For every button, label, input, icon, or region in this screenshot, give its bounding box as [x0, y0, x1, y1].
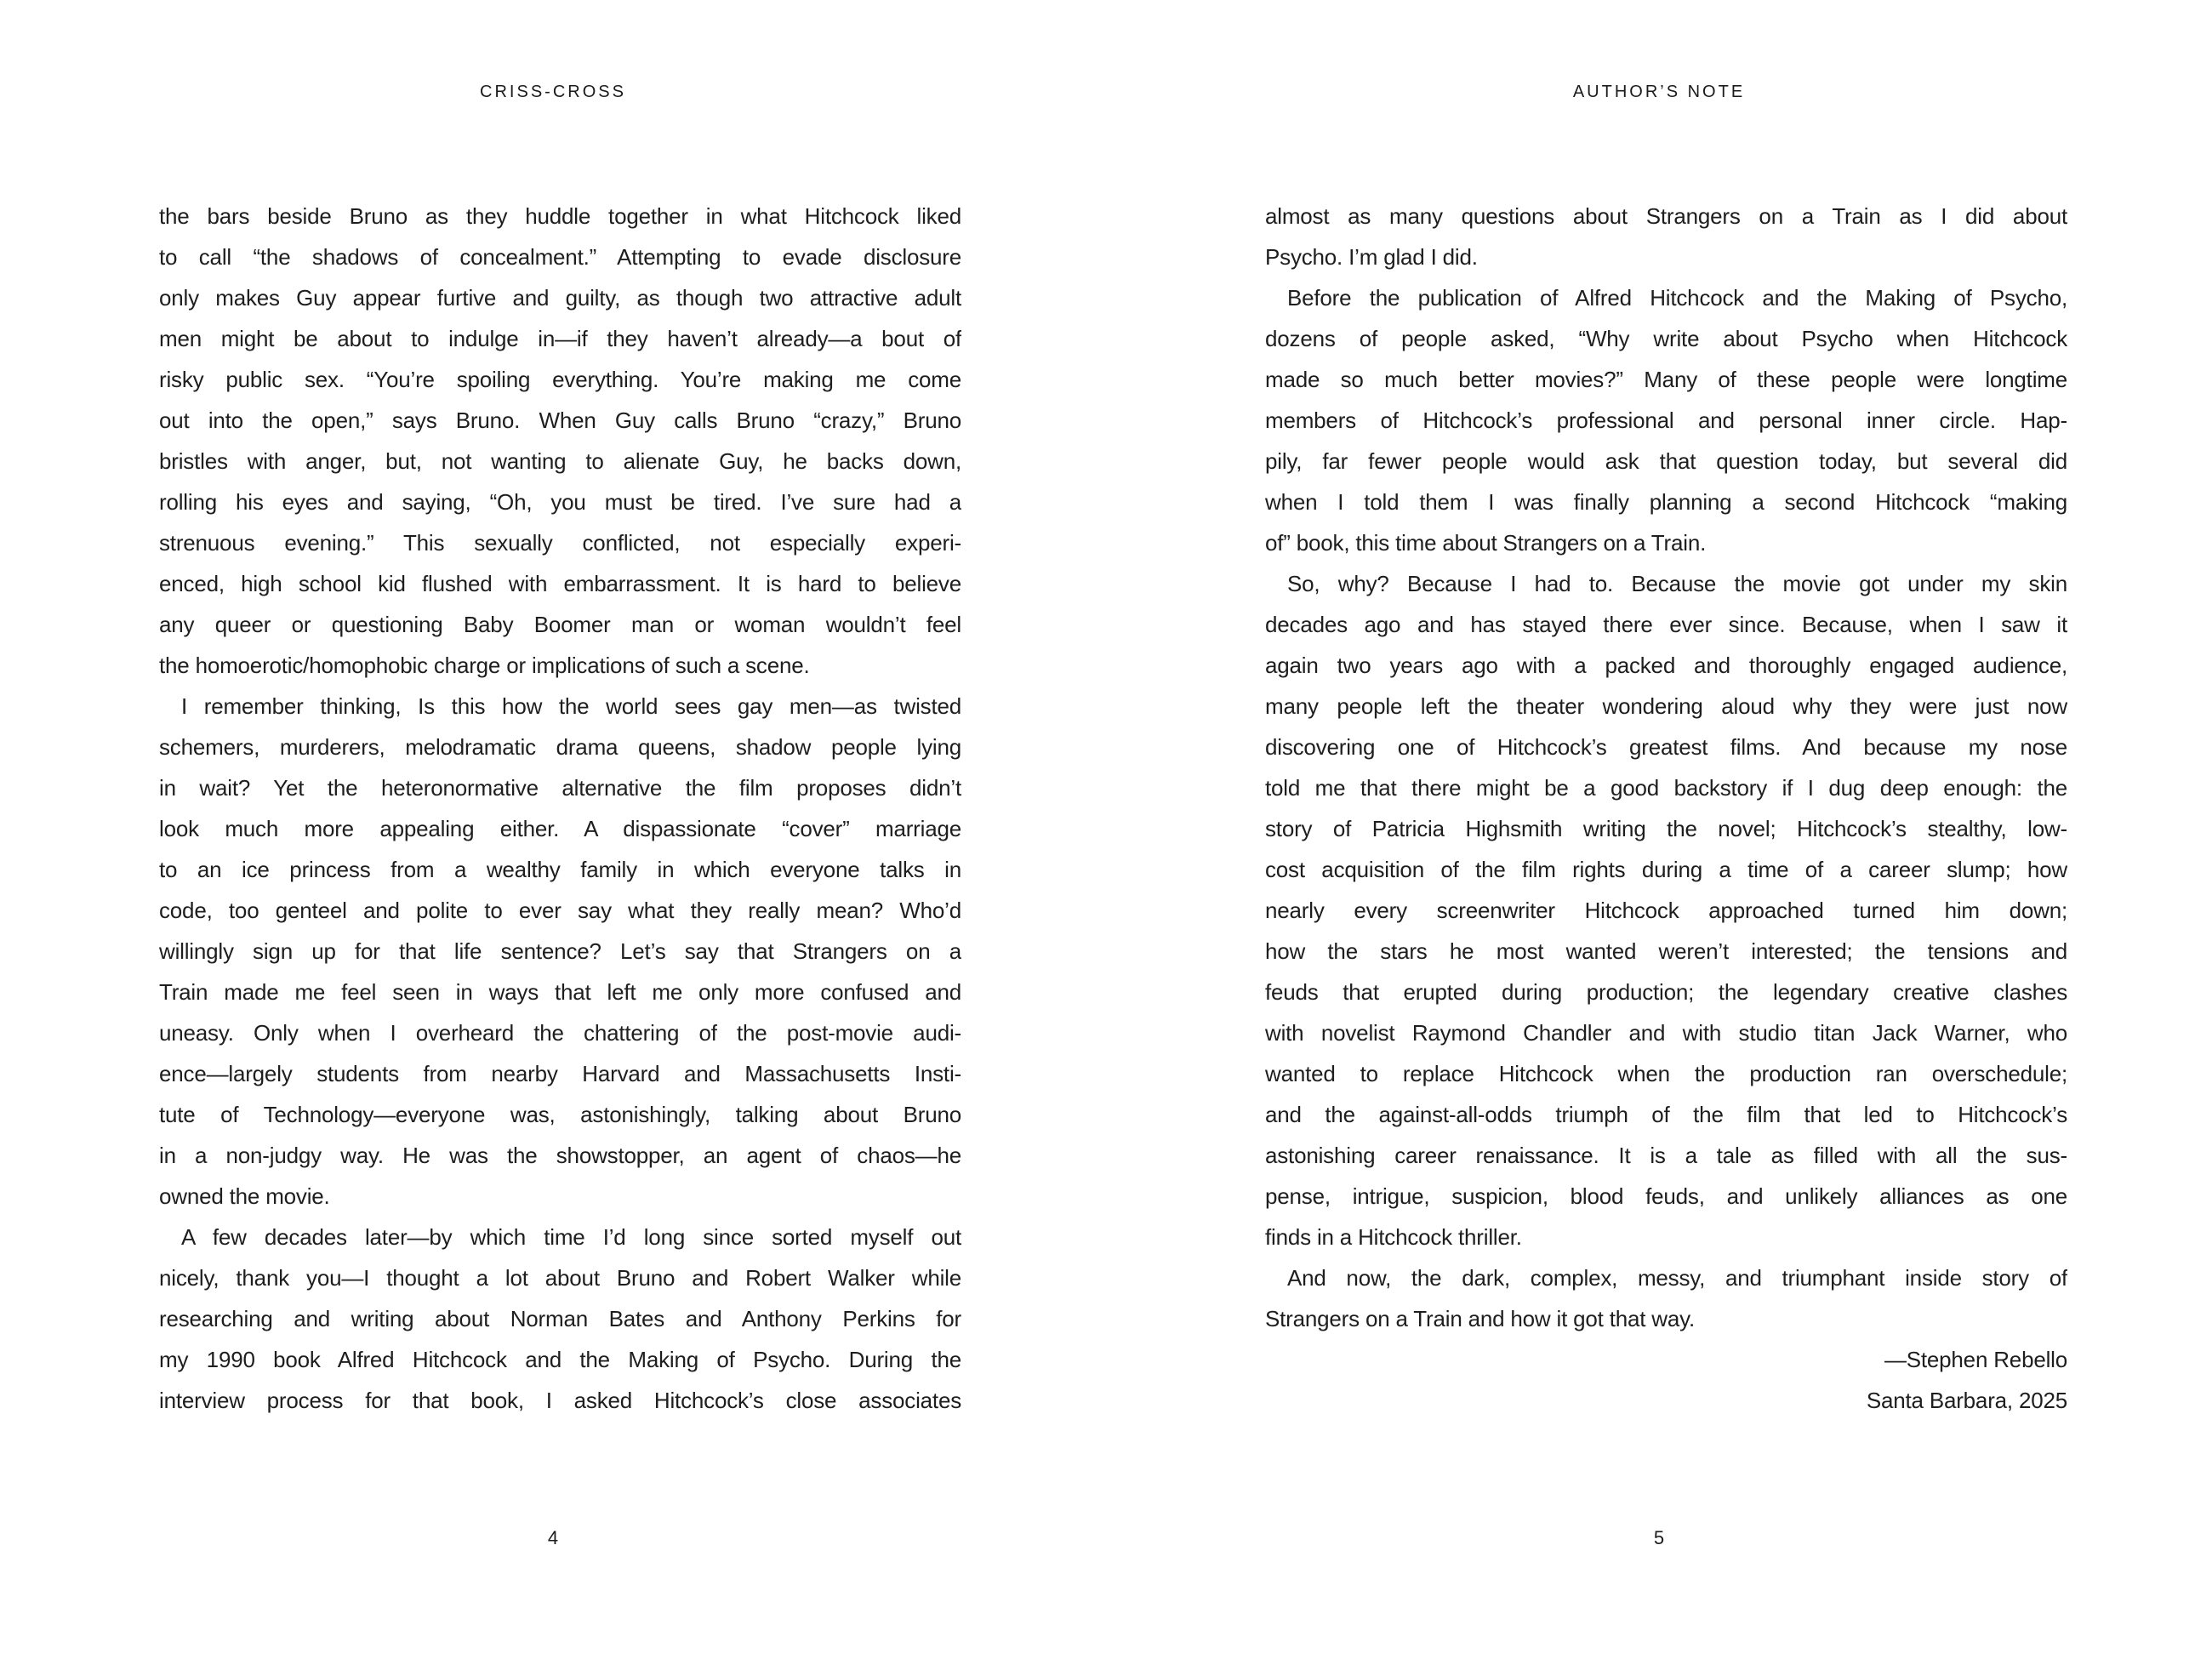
page-number-left: 4 — [547, 1527, 559, 1548]
text-line: pense, intrigue, suspicion, blood feuds, and unlikely alliances as one — [1265, 1183, 2067, 1209]
text-line: discovering one of Hitchcock’s greatest films. And because my nose — [1265, 734, 2067, 760]
text-line: And now, the dark, complex, messy, and triumphant inside story of — [1287, 1265, 2067, 1291]
text-line: finds in a Hitchcock thriller. — [1265, 1224, 1522, 1250]
text-line: strenuous evening.” This sexually conflicted, not especially experi- — [159, 530, 961, 556]
text-line: risky public sex. “You’re spoiling everything. You’re making me come — [159, 367, 961, 392]
text-line: rolling his eyes and saying, “Oh, you must be tired. I’ve sure had a — [159, 489, 961, 515]
text-line: ence—largely students from nearby Harvard and Massachusetts Insti- — [159, 1061, 961, 1086]
text-line: interview process for that book, I asked Hitchcock’s close associates — [159, 1388, 961, 1413]
text-line: A few decades later—by which time I’d long since sorted myself out — [181, 1224, 961, 1250]
text-line: nicely, thank you—I thought a lot about Bruno and Robert Walker while — [159, 1265, 961, 1291]
text-line: how the stars he most wanted weren’t interested; the tensions and — [1265, 938, 2067, 964]
text-line: when I told them I was finally planning a second Hitchcock “making — [1265, 489, 2067, 515]
text-line: owned the movie. — [159, 1183, 330, 1209]
text-line: to call “the shadows of concealment.” Attempting to evade disclosure — [159, 244, 961, 270]
text-block-right — [1265, 196, 2067, 1421]
text-line: again two years ago with a packed and thoroughly engaged audience, — [1265, 653, 2067, 678]
text-line: of” book, this time about Strangers on a Train. — [1265, 530, 1707, 556]
text-block-left — [159, 196, 961, 1421]
text-line: feuds that erupted during production; the legendary creative clashes — [1265, 979, 2067, 1005]
text-line: men might be about to indulge in—if they haven’t already—a bout of — [159, 326, 961, 351]
text-line: uneasy. Only when I overheard the chattering of the post-movie audi- — [159, 1020, 961, 1046]
text-line: members of Hitchcock’s professional and personal inner circle. Hap- — [1265, 408, 2067, 433]
text-line: Santa Barbara, 2025 — [1866, 1388, 2067, 1413]
text-line: story of Patricia Highsmith writing the novel; Hitchcock’s stealthy, low- — [1265, 816, 2067, 841]
text-line: bristles with anger, but, not wanting to alienate Guy, he backs down, — [159, 448, 961, 474]
text-line: told me that there might be a good backstory if I dug deep enough: the — [1265, 775, 2067, 801]
text-line: the bars beside Bruno as they huddle together in what Hitchcock liked — [159, 203, 961, 229]
running-head-left: CRISS-CROSS — [480, 83, 626, 101]
text-line: Before the publication of Alfred Hitchcock and the Making of Psycho, — [1287, 285, 2067, 311]
text-line: the homoerotic/homophobic charge or implications of such a scene. — [159, 653, 810, 678]
text-line: —Stephen Rebello — [1884, 1347, 2067, 1372]
text-line: tute of Technology—everyone was, astonishingly, talking about Bruno — [159, 1102, 961, 1127]
text-line: dozens of people asked, “Why write about Psycho when Hitchcock — [1265, 326, 2067, 351]
text-line: with novelist Raymond Chandler and with studio titan Jack Warner, who — [1265, 1020, 2067, 1046]
text-line: So, why? Because I had to. Because the movie got under my skin — [1287, 571, 2067, 596]
page-number-right: 5 — [1653, 1527, 1665, 1548]
text-line: decades ago and has stayed there ever since. Because, when I saw it — [1265, 612, 2067, 637]
text-line: only makes Guy appear furtive and guilty, as though two attractive adult — [159, 285, 961, 311]
text-line: to an ice princess from a wealthy family in which everyone talks in — [159, 857, 961, 882]
running-head-right: AUTHOR’S NOTE — [1572, 83, 1746, 101]
text-line: nearly every screenwriter Hitchcock approached turned him down; — [1265, 898, 2067, 923]
text-line: willingly sign up for that life sentence? Let’s say that Strangers on a — [159, 938, 961, 964]
text-line: Train made me feel seen in ways that left me only more confused and — [159, 979, 961, 1005]
text-line: Psycho. I’m glad I did. — [1265, 244, 1478, 270]
text-line: in wait? Yet the heteronormative alternative the film proposes didn’t — [159, 775, 961, 801]
text-line: enced, high school kid flushed with embarrassment. It is hard to believe — [159, 571, 961, 596]
text-line: in a non-judgy way. He was the showstopper, an agent of chaos—he — [159, 1143, 961, 1168]
text-line: cost acquisition of the film rights during a time of a career slump; how — [1265, 857, 2067, 882]
text-line: any queer or questioning Baby Boomer man or woman wouldn’t feel — [159, 612, 961, 637]
text-line: look much more appealing either. A dispassionate “cover” marriage — [159, 816, 961, 841]
text-line: researching and writing about Norman Bates and Anthony Perkins for — [159, 1306, 961, 1331]
text-line: astonishing career renaissance. It is a tale as filled with all the sus- — [1265, 1143, 2067, 1168]
text-line: schemers, murderers, melodramatic drama queens, shadow people lying — [159, 734, 961, 760]
text-line: and the against-all-odds triumph of the film that led to Hitchcock’s — [1265, 1102, 2067, 1127]
text-line: I remember thinking, Is this how the world sees gay men—as twisted — [181, 693, 961, 719]
page-right — [1106, 0, 2212, 1659]
text-line: wanted to replace Hitchcock when the production ran overschedule; — [1265, 1061, 2067, 1086]
text-line: pily, far fewer people would ask that question today, but several did — [1265, 448, 2067, 474]
text-line: my 1990 book Alfred Hitchcock and the Making of Psycho. During the — [159, 1347, 961, 1372]
text-line: Strangers on a Train and how it got that way. — [1265, 1306, 1696, 1331]
text-line: out into the open,” says Bruno. When Guy calls Bruno “crazy,” Bruno — [159, 408, 961, 433]
text-line: code, too genteel and polite to ever say what they really mean? Who’d — [159, 898, 961, 923]
text-line: made so much better movies?” Many of these people were longtime — [1265, 367, 2067, 392]
text-line: almost as many questions about Strangers on a Train as I did about — [1265, 203, 2067, 229]
text-line: many people left the theater wondering aloud why they were just now — [1265, 693, 2067, 719]
